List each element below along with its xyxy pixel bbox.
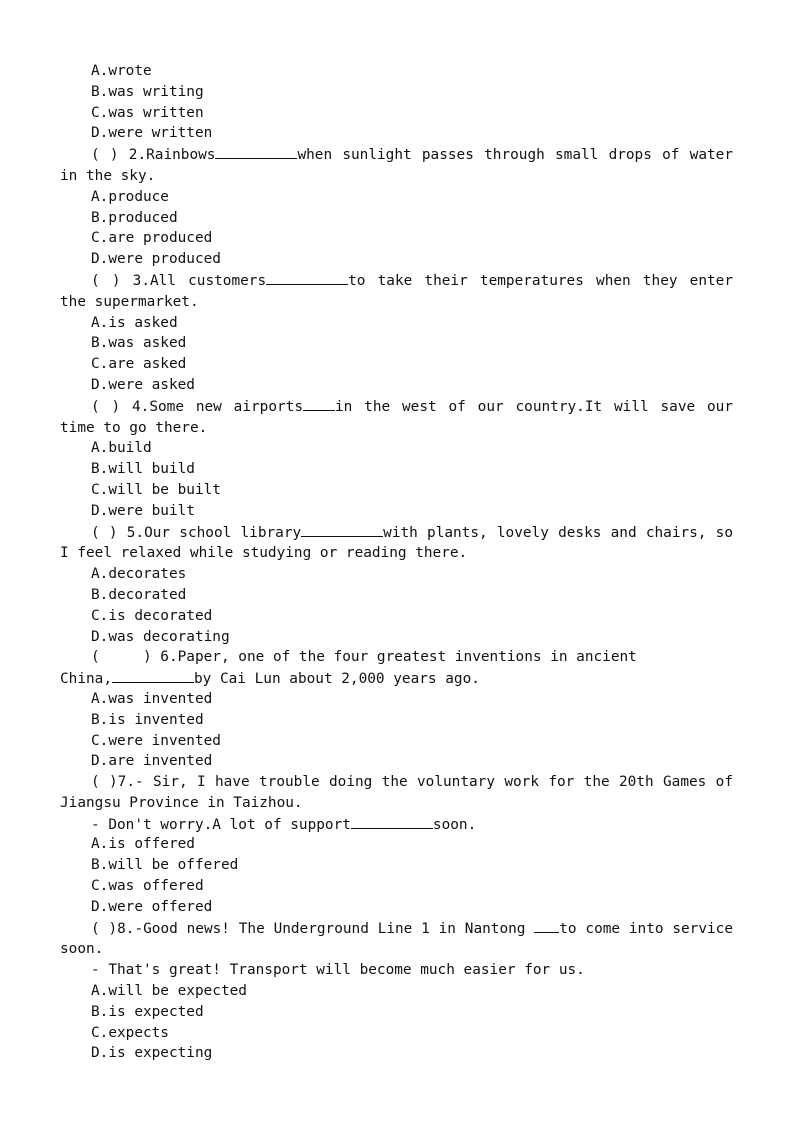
- answer-blank: [215, 144, 297, 159]
- stem-after-blank: to come into service soon.: [60, 920, 734, 958]
- question-1-options: [60, 61, 733, 144]
- question-4: [60, 396, 733, 522]
- question-6: [60, 647, 733, 772]
- question-number: ( )7.: [91, 774, 135, 791]
- option-a: A.decorates: [91, 566, 187, 583]
- option-c: C.was offered: [91, 878, 204, 895]
- stem-before-blank: China,: [60, 671, 112, 688]
- option-d: D.were offered: [91, 898, 213, 915]
- question-stem: [60, 270, 733, 313]
- stem-before-blank: All customers: [149, 272, 267, 289]
- option-d: D.were written: [91, 125, 213, 142]
- question-stem: [60, 772, 733, 814]
- option-d: D.were produced: [91, 251, 221, 268]
- question-stem: [60, 396, 733, 439]
- option-b: B.was writing: [91, 83, 204, 100]
- question-2: [60, 144, 733, 270]
- option-b: B.was asked: [91, 335, 187, 352]
- stem-text: - Sir, I have trouble doing the voluntary work for the 20th Games of Jiangsu Province in Taizhou.: [60, 774, 733, 811]
- answer-blank: [303, 396, 335, 411]
- option-c: C.are asked: [91, 356, 187, 373]
- option-b: B.decorated: [91, 586, 187, 603]
- option-d: D.were asked: [91, 376, 195, 393]
- question-number: ( ) 3.: [91, 272, 150, 289]
- option-b: B.produced: [91, 209, 178, 226]
- dialogue-reply: [60, 814, 733, 835]
- option-c: C.expects: [91, 1024, 169, 1041]
- question-stem: [60, 918, 733, 961]
- option-a: A.was invented: [91, 690, 213, 707]
- stem-after-blank: when sunlight passes through small drops of water in the sky.: [60, 147, 734, 184]
- question-3: [60, 270, 733, 396]
- stem-before-blank: Rainbows: [146, 147, 216, 164]
- option-d: D.were built: [91, 502, 195, 519]
- option-b: B.will build: [91, 461, 195, 478]
- option-a: A.build: [91, 440, 152, 457]
- question-5: [60, 522, 733, 648]
- question-number: ( )8.: [91, 920, 135, 937]
- stem-after-blank: by Cai Lun about 2,000 years ago.: [193, 671, 480, 688]
- question-stem-line-1: [60, 647, 733, 668]
- answer-blank: [266, 270, 348, 285]
- question-number: ( ) 2.: [91, 147, 147, 164]
- worksheet-page: [60, 61, 733, 1064]
- option-a: A.produce: [91, 188, 169, 205]
- stem-before-blank: -Good news! The Underground Line 1 in Nantong: [134, 920, 535, 937]
- option-d: D.are invented: [91, 753, 213, 770]
- option-c: C.is decorated: [91, 607, 213, 624]
- question-stem: [60, 522, 733, 565]
- option-a: A.wrote: [91, 63, 152, 79]
- option-a: A.is offered: [91, 836, 195, 853]
- answer-blank: [112, 668, 194, 683]
- question-8: [60, 918, 733, 1065]
- option-d: D.was decorating: [91, 628, 230, 645]
- option-a: A.will be expected: [91, 983, 247, 1000]
- option-a: A.is asked: [91, 314, 178, 331]
- question-number: ( ) 6.: [91, 649, 178, 666]
- stem-line-1-text: Paper, one of the four greatest inventions in ancient: [177, 649, 637, 666]
- answer-blank: [534, 918, 559, 933]
- option-c: C.were invented: [91, 732, 221, 749]
- option-c: C.was written: [91, 104, 204, 121]
- option-b: B.is invented: [91, 711, 204, 728]
- stem-after-blank: in the west of our country.It will save our time to go there.: [60, 398, 733, 436]
- stem-after-blank: to take their temperatures when they enter the supermarket.: [60, 272, 733, 310]
- reply-after-blank: soon.: [432, 816, 477, 833]
- answer-blank: [351, 814, 433, 829]
- reply-before-blank: - Don't worry.A lot of support: [91, 816, 351, 833]
- option-b: B.will be offered: [91, 857, 239, 874]
- question-stem: [60, 144, 733, 187]
- question-number: ( ) 4.: [91, 398, 150, 415]
- answer-blank: [301, 522, 383, 537]
- option-c: C.are produced: [91, 230, 213, 247]
- question-number: ( ) 5.: [91, 524, 145, 541]
- stem-before-blank: Our school library: [144, 524, 302, 541]
- option-d: D.is expecting: [91, 1045, 213, 1062]
- stem-before-blank: Some new airports: [149, 398, 303, 415]
- dialogue-reply: - That's great! Transport will become much easier for us.: [91, 962, 585, 979]
- stem-after-blank: with plants, lovely desks and chairs, so I feel relaxed while studying or reading there.: [60, 524, 734, 562]
- option-c: C.will be built: [91, 481, 221, 498]
- option-b: B.is expected: [91, 1003, 204, 1020]
- question-stem-line-2: [60, 668, 733, 689]
- question-7: [60, 772, 733, 918]
